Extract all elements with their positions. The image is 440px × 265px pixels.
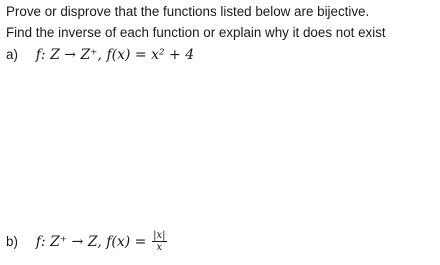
part-b <box>6 231 167 254</box>
part-b-label: b) <box>6 234 18 250</box>
part-a <box>6 46 194 64</box>
problem-intro-line-2: Find the inverse of each function or explain why it does not exist <box>6 25 386 40</box>
part-b-expression: f: Z⁺ → Z, f(x) = <box>35 234 147 251</box>
fraction-denominator: x <box>156 242 163 253</box>
part-b-fraction <box>152 230 166 253</box>
part-a-expression: f: Z → Z⁺, f(x) = x² + 4 <box>35 47 195 63</box>
problem-intro-line-1: Prove or disprove that the functions listed below are bijective. <box>6 4 370 19</box>
part-a-label: a) <box>6 47 18 62</box>
fraction-numerator: |x| <box>153 230 166 241</box>
